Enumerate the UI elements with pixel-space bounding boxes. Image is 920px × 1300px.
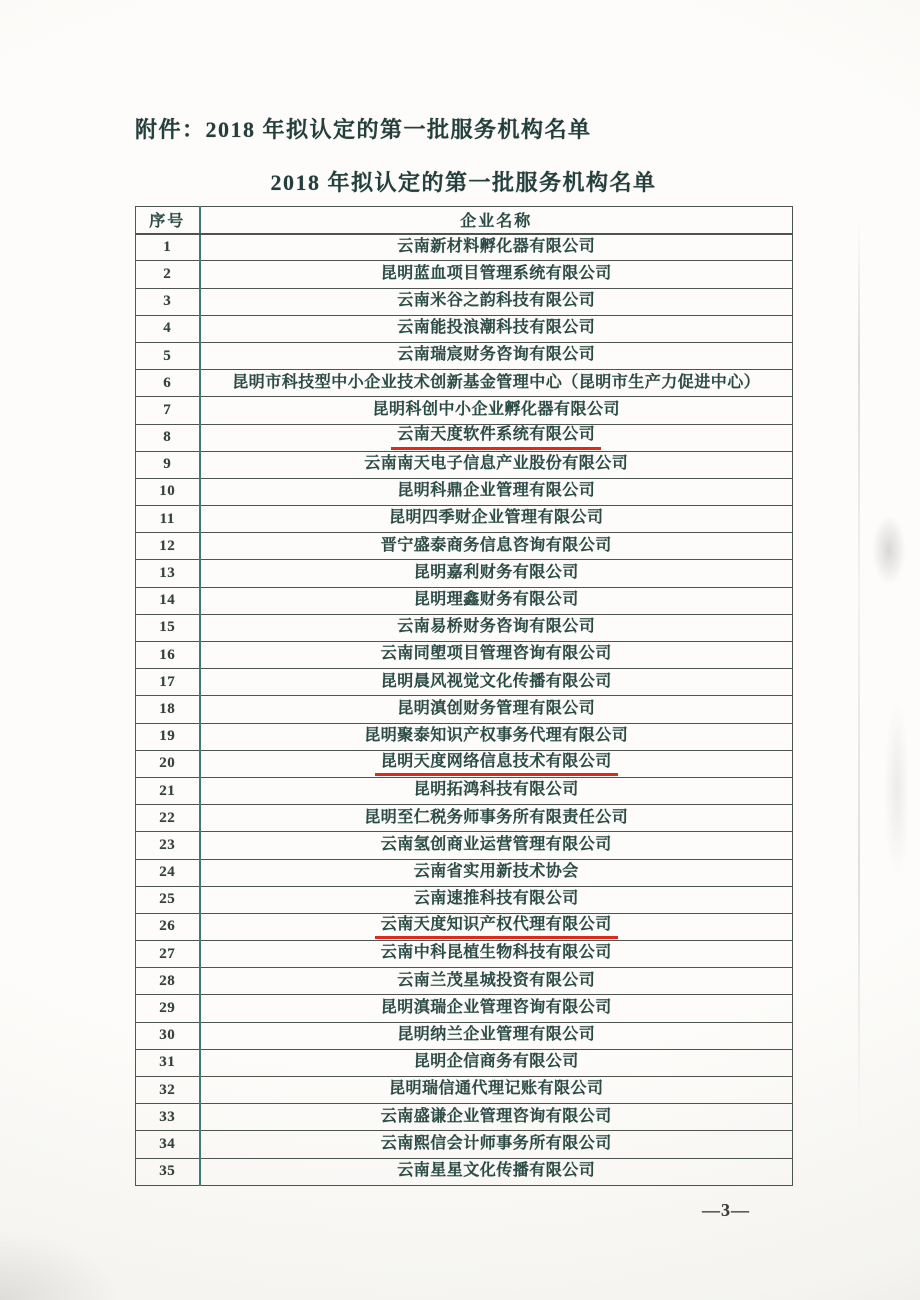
scan-edge-artifact [858,220,860,1140]
company-name-cell [200,968,793,995]
row-index: 34 [136,1131,200,1158]
row-index: 29 [136,995,200,1022]
row-index: 27 [136,941,200,968]
table-row [136,560,793,587]
company-name-text: 昆明四季财企业管理有限公司 [388,509,604,527]
table-row [136,506,793,533]
company-name-cell [200,1104,793,1131]
company-name-cell [200,995,793,1022]
row-index: 1 [136,234,200,261]
company-name-text: 云南速推科技有限公司 [413,890,579,908]
company-name-text: 昆明嘉利财务有限公司 [413,563,579,581]
company-name-cell [200,1077,793,1104]
row-index: 30 [136,1022,200,1049]
row-index: 28 [136,968,200,995]
row-index: 35 [136,1158,200,1185]
company-name-text: 昆明天度网络信息技术有限公司 [375,752,618,776]
table-row [136,968,793,995]
company-name-cell [200,342,793,369]
company-name-text: 云南天度知识产权代理有限公司 [375,915,618,939]
company-name-cell [200,261,793,288]
row-index: 3 [136,288,200,315]
row-index: 13 [136,560,200,587]
row-index: 5 [136,342,200,369]
table-row [136,370,793,397]
row-index: 18 [136,696,200,723]
table-row [136,614,793,641]
table-row [136,941,793,968]
row-index: 24 [136,859,200,886]
company-name-cell [200,1131,793,1158]
company-name-cell [200,941,793,968]
table-row [136,234,793,261]
table-row [136,424,793,451]
table-row [136,696,793,723]
table-row [136,261,793,288]
table-row [136,1104,793,1131]
company-name-text: 云南盛谦企业管理咨询有限公司 [380,1107,612,1125]
company-name-cell [200,288,793,315]
company-name-cell [200,1049,793,1076]
company-name-cell [200,478,793,505]
company-table-body [136,234,793,1186]
row-index: 19 [136,723,200,750]
row-index: 8 [136,424,200,451]
table-row [136,397,793,424]
company-name-cell [200,859,793,886]
company-name-cell [200,886,793,913]
company-name-cell [200,642,793,669]
company-name-cell [200,397,793,424]
row-index: 14 [136,587,200,614]
table-row [136,315,793,342]
table-row [136,1077,793,1104]
company-name-text: 昆明蓝血项目管理系统有限公司 [380,264,612,282]
scan-smudge [884,700,910,880]
company-name-text: 昆明拓鸿科技有限公司 [413,781,579,799]
table-title: 2018 年拟认定的第一批服务机构名单 [270,170,657,195]
table-row [136,478,793,505]
company-name-cell [200,587,793,614]
company-name-text: 昆明纳兰企业管理有限公司 [397,1026,596,1044]
company-name-cell [200,805,793,832]
company-name-text: 云南新材料孵化器有限公司 [397,237,596,255]
company-name-cell [200,832,793,859]
company-name-text: 云南同塱项目管理咨询有限公司 [380,645,612,663]
row-index: 22 [136,805,200,832]
company-name-cell [200,234,793,261]
company-name-cell [200,424,793,451]
row-index: 9 [136,451,200,478]
company-name-cell [200,1022,793,1049]
row-index: 11 [136,506,200,533]
table-row [136,723,793,750]
row-index: 16 [136,642,200,669]
company-name-text: 昆明企信商务有限公司 [413,1053,579,1071]
table-row [136,1022,793,1049]
company-name-text: 昆明市科技型中小企业技术创新基金管理中心（昆明市生产力促进中心） [232,373,761,391]
table-row [136,342,793,369]
row-index: 26 [136,913,200,940]
page-number: —3— [702,1200,750,1220]
company-name-cell [200,696,793,723]
table-row [136,777,793,804]
company-name-cell [200,723,793,750]
row-index: 4 [136,315,200,342]
row-index: 33 [136,1104,200,1131]
table-row [136,995,793,1022]
table-row [136,750,793,777]
company-name-text: 昆明科创中小企业孵化器有限公司 [372,400,620,418]
row-index: 31 [136,1049,200,1076]
company-name-cell [200,669,793,696]
table-row [136,859,793,886]
company-name-cell [200,1158,793,1185]
scan-smudge [872,515,906,585]
scan-smudge [0,1230,120,1300]
header-row [136,207,793,234]
company-name-cell [200,560,793,587]
company-name-text: 云南熙信会计师事务所有限公司 [380,1134,612,1152]
table-row [136,533,793,560]
row-index: 17 [136,669,200,696]
company-name-text: 昆明科鼎企业管理有限公司 [397,482,596,500]
company-name-text: 云南天度软件系统有限公司 [391,425,601,449]
company-name-text: 昆明晨风视觉文化传播有限公司 [380,672,612,690]
company-name-text: 昆明聚泰知识产权事务代理有限公司 [364,726,629,744]
company-name-text: 昆明至仁税务师事务所有限责任公司 [364,808,629,826]
company-name-cell [200,506,793,533]
row-index: 7 [136,397,200,424]
company-name-text: 云南易桥财务咨询有限公司 [397,618,596,636]
table-row [136,451,793,478]
row-index: 32 [136,1077,200,1104]
company-name-text: 云南南天电子信息产业股份有限公司 [364,455,629,473]
company-name-cell [200,777,793,804]
company-name-cell [200,451,793,478]
row-index: 25 [136,886,200,913]
header-index: 序号 [136,207,200,234]
company-name-cell [200,533,793,560]
company-name-text: 昆明滇瑞企业管理咨询有限公司 [380,998,612,1016]
row-index: 23 [136,832,200,859]
table-row [136,832,793,859]
company-name-text: 昆明瑞信通代理记账有限公司 [388,1080,604,1098]
row-index: 6 [136,370,200,397]
table-row [136,587,793,614]
company-name-cell [200,750,793,777]
table-row [136,1158,793,1185]
company-name-text: 昆明滇创财务管理有限公司 [397,699,596,717]
company-name-text: 云南兰茂星城投资有限公司 [397,971,596,989]
company-name-text: 云南氢创商业运营管理有限公司 [380,835,612,853]
attachment-title: 附件：2018 年拟认定的第一批服务机构名单 [135,117,592,142]
row-index: 10 [136,478,200,505]
company-name-text: 云南星星文化传播有限公司 [397,1161,596,1179]
table-row [136,886,793,913]
row-index: 12 [136,533,200,560]
company-name-text: 昆明理鑫财务有限公司 [413,591,579,609]
row-index: 2 [136,261,200,288]
table-row [136,1049,793,1076]
company-name-cell [200,370,793,397]
row-index: 20 [136,750,200,777]
company-table-header [136,207,793,234]
company-name-text: 云南瑞宸财务咨询有限公司 [397,346,596,364]
row-index: 21 [136,777,200,804]
table-row [136,913,793,940]
company-name-text: 云南省实用新技术协会 [413,862,579,880]
company-name-text: 晋宁盛泰商务信息咨询有限公司 [380,536,612,554]
company-name-cell [200,315,793,342]
table-row [136,805,793,832]
company-name-text: 云南米谷之韵科技有限公司 [397,291,596,309]
table-row [136,669,793,696]
table-row [136,288,793,315]
table-row [136,642,793,669]
company-name-cell [200,913,793,940]
company-name-text: 云南中科昆植生物科技有限公司 [380,944,612,962]
table-row [136,1131,793,1158]
row-index: 15 [136,614,200,641]
company-name-text: 云南能投浪潮科技有限公司 [397,319,596,337]
company-name-cell [200,614,793,641]
header-company-name: 企业名称 [200,207,793,234]
company-table [135,206,793,1186]
